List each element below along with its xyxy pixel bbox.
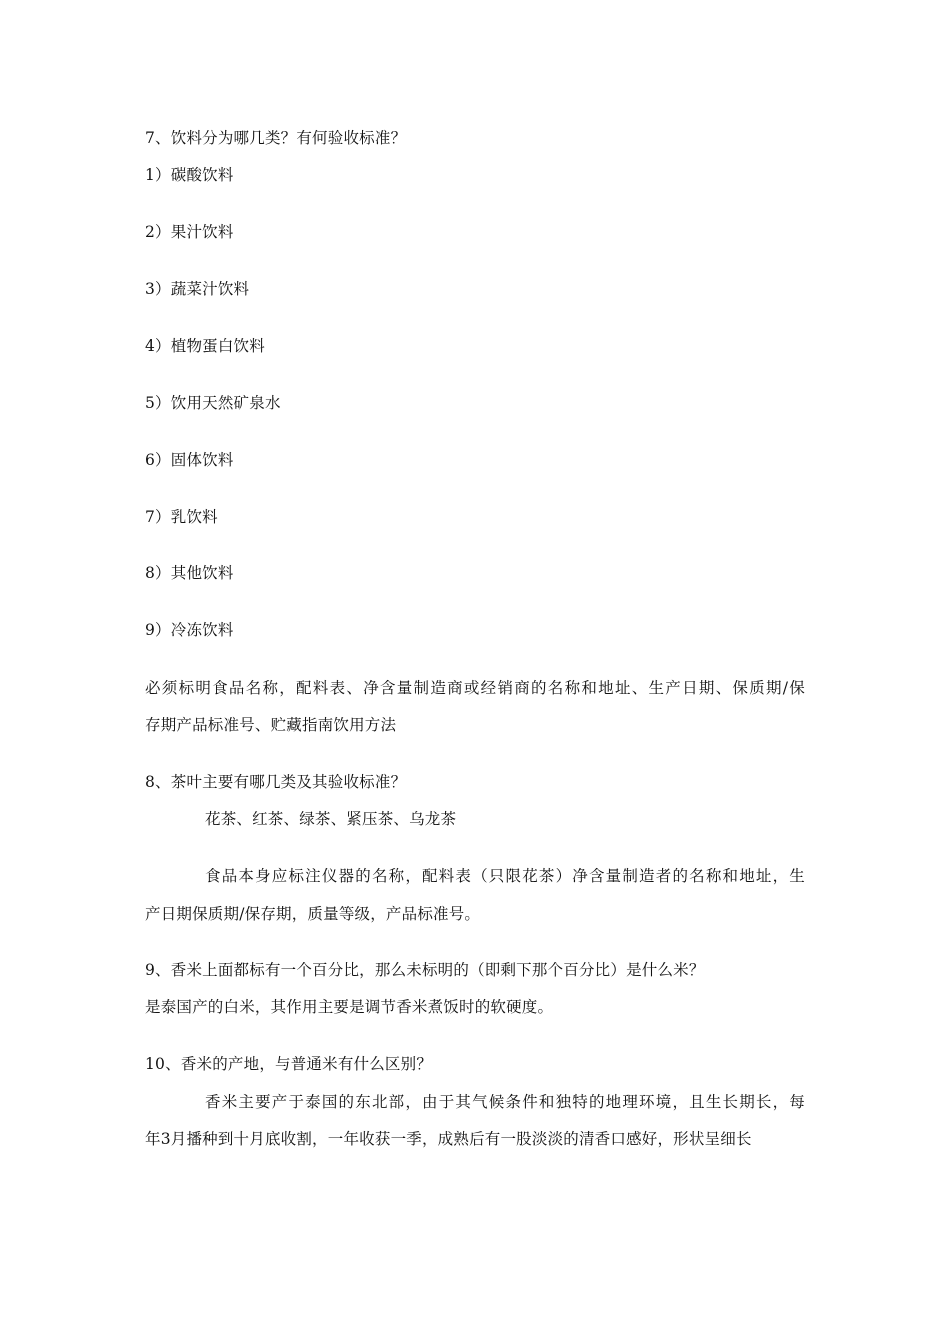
- q7-answer-line-2: 存期产品标准号、贮藏指南饮用方法: [145, 716, 397, 734]
- q7-item-3: 3）蔬菜汁饮料: [145, 280, 250, 298]
- q9-answer: 是泰国产的白米，其作用主要是调节香米煮饭时的软硬度。: [145, 998, 554, 1016]
- q7-item-7: 7）乳饮料: [145, 508, 218, 526]
- q7-item-4: 4）植物蛋白饮料: [145, 337, 265, 355]
- q10-answer-line-1: 香米主要产于泰国的东北部，由于其气候条件和独特的地理环境，且生长期长，每: [205, 1093, 805, 1111]
- q10-answer-line-2: 年3月播种到十月底收割，一年收获一季，成熟后有一股淡淡的清香口感好，形状呈细长: [145, 1130, 752, 1148]
- q10-question: 10、香米的产地，与普通米有什么区别？: [145, 1055, 433, 1073]
- q8-answer-line-2: 产日期保质期/保存期，质量等级，产品标准号。: [145, 905, 481, 923]
- q8-question: 8、茶叶主要有哪几类及其验收标准？: [145, 773, 407, 791]
- q7-item-9: 9）冷冻饮料: [145, 621, 234, 639]
- q7-item-8: 8）其他饮料: [145, 564, 234, 582]
- q7-item-1: 1）碳酸饮料: [145, 166, 234, 184]
- q7-item-5: 5）饮用天然矿泉水: [145, 394, 281, 412]
- q7-question: 7、饮料分为哪几类？有何验收标准？: [145, 129, 407, 147]
- q9-question: 9、香米上面都标有一个百分比，那么未标明的（即剩下那个百分比）是什么米？: [145, 961, 705, 979]
- q7-item-2: 2）果汁饮料: [145, 223, 234, 241]
- q8-answer-line-1: 食品本身应标注仪器的名称，配料表（只限花茶）净含量制造者的名称和地址，生: [205, 867, 805, 885]
- q7-item-6: 6）固体饮料: [145, 451, 234, 469]
- q8-tea-types: 花茶、红茶、绿茶、紧压茶、乌龙茶: [205, 810, 457, 828]
- q7-answer-line-1: 必须标明食品名称，配料表、净含量制造商或经销商的名称和地址、生产日期、保质期/保: [145, 679, 805, 697]
